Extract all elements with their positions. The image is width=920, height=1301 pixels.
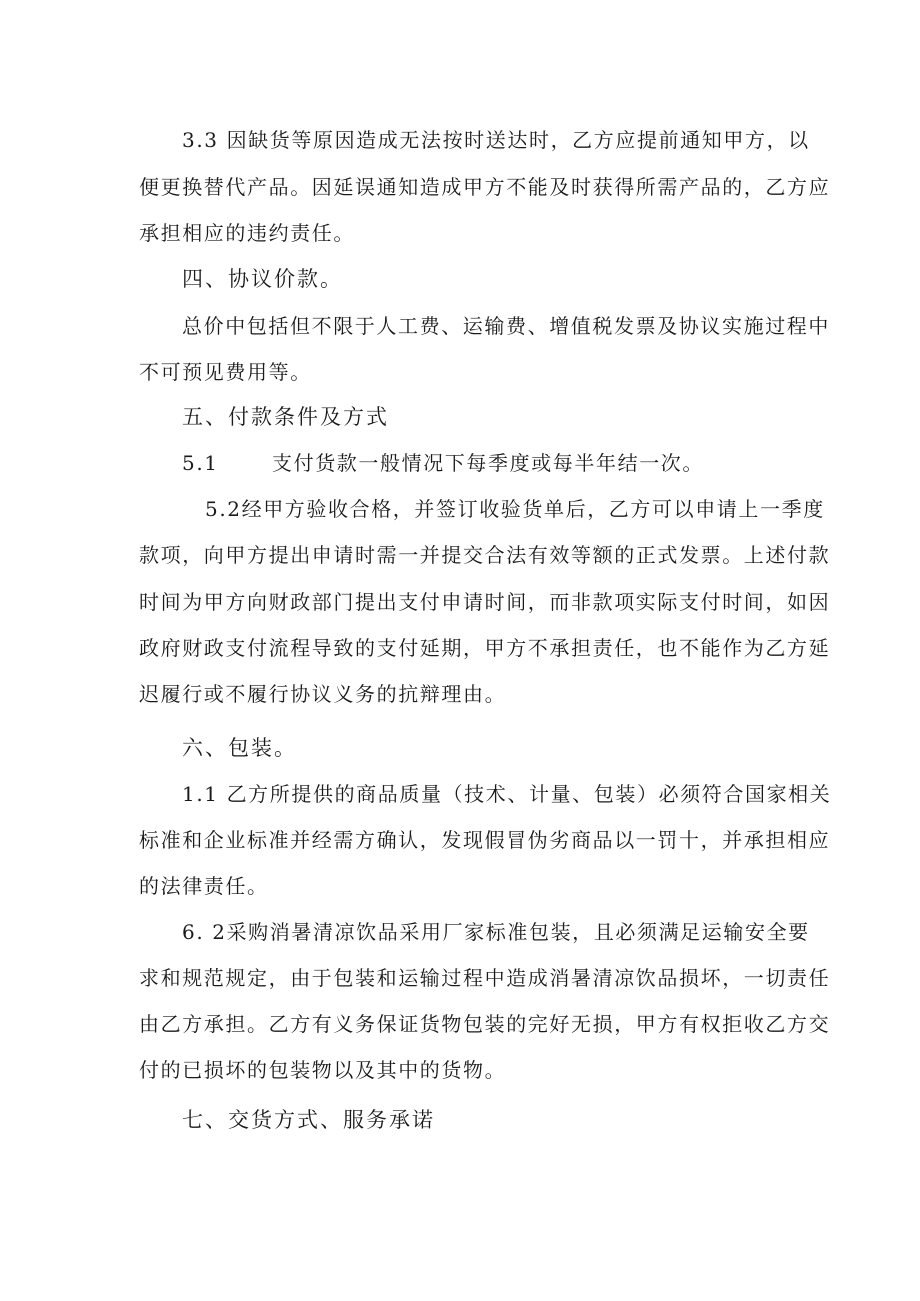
clause-5-1-number: 5.1 [182,451,219,475]
section-heading-6: 六、包装。 [182,736,297,760]
clause-6-2-line-3: 由乙方承担。乙方有义务保证货物包装的完好无损，甲方有权拒收乙方交 [139,1012,831,1036]
clause-5-2-line-3: 时间为甲方向财政部门提出支付申请时间，而非款项实际支付时间，如因 [139,590,831,614]
clause-5-2-line-1: 5.2经甲方验收合格，并签订收验货单后，乙方可以申请上一季度 [205,497,825,521]
section-heading-7: 七、交货方式、服务承诺 [182,1108,435,1132]
section-heading-4: 四、协议价款。 [182,267,343,291]
clause-5-1-text: 支付货款一般情况下每季度或每半年结一次。 [272,451,704,475]
clause-1-1-line-3: 的法律责任。 [139,874,269,898]
section-heading-5: 五、付款条件及方式 [182,405,389,429]
clause-1-1-line-1: 1.1 乙方所提供的商品质量（技术、计量、包装）必须符合国家相关 [182,782,832,806]
clause-5-1 [182,451,832,475]
clause-5-2-line-4: 政府财政支付流程导致的支付延期，甲方不承担责任，也不能作为乙方延 [139,636,831,660]
section-4-body-line-1: 总价中包括但不限于人工费、运输费、增值税发票及协议实施过程中 [182,314,830,338]
clause-5-2-line-5: 迟履行或不履行协议义务的抗辩理由。 [139,682,507,706]
clause-6-2-line-1: 6. 2采购消暑清凉饮品采用厂家标准包装，且必须满足运输安全要 [182,920,810,944]
clause-5-2-line-2: 款项，向甲方提出申请时需一并提交合法有效等额的正式发票。上述付款 [139,543,831,567]
clause-6-2-line-2: 求和规范规定，由于包装和运输过程中造成消暑清凉饮品损坏，一切责任 [139,966,831,990]
clause-3-3-line-1: 3.3 因缺货等原因造成无法按时送达时，乙方应提前通知甲方，以 [182,128,810,152]
section-4-body-line-2: 不可预见费用等。 [139,360,312,384]
clause-1-1-line-2: 标准和企业标准并经需方确认，发现假冒伪劣商品以一罚十，并承担相应 [139,828,831,852]
clause-3-3-line-3: 承担相应的违约责任。 [139,221,355,245]
clause-6-2-line-4: 付的已损坏的包装物以及其中的货物。 [139,1058,507,1082]
clause-3-3-line-2: 便更换替代产品。因延误通知造成甲方不能及时获得所需产品的，乙方应 [139,175,831,199]
